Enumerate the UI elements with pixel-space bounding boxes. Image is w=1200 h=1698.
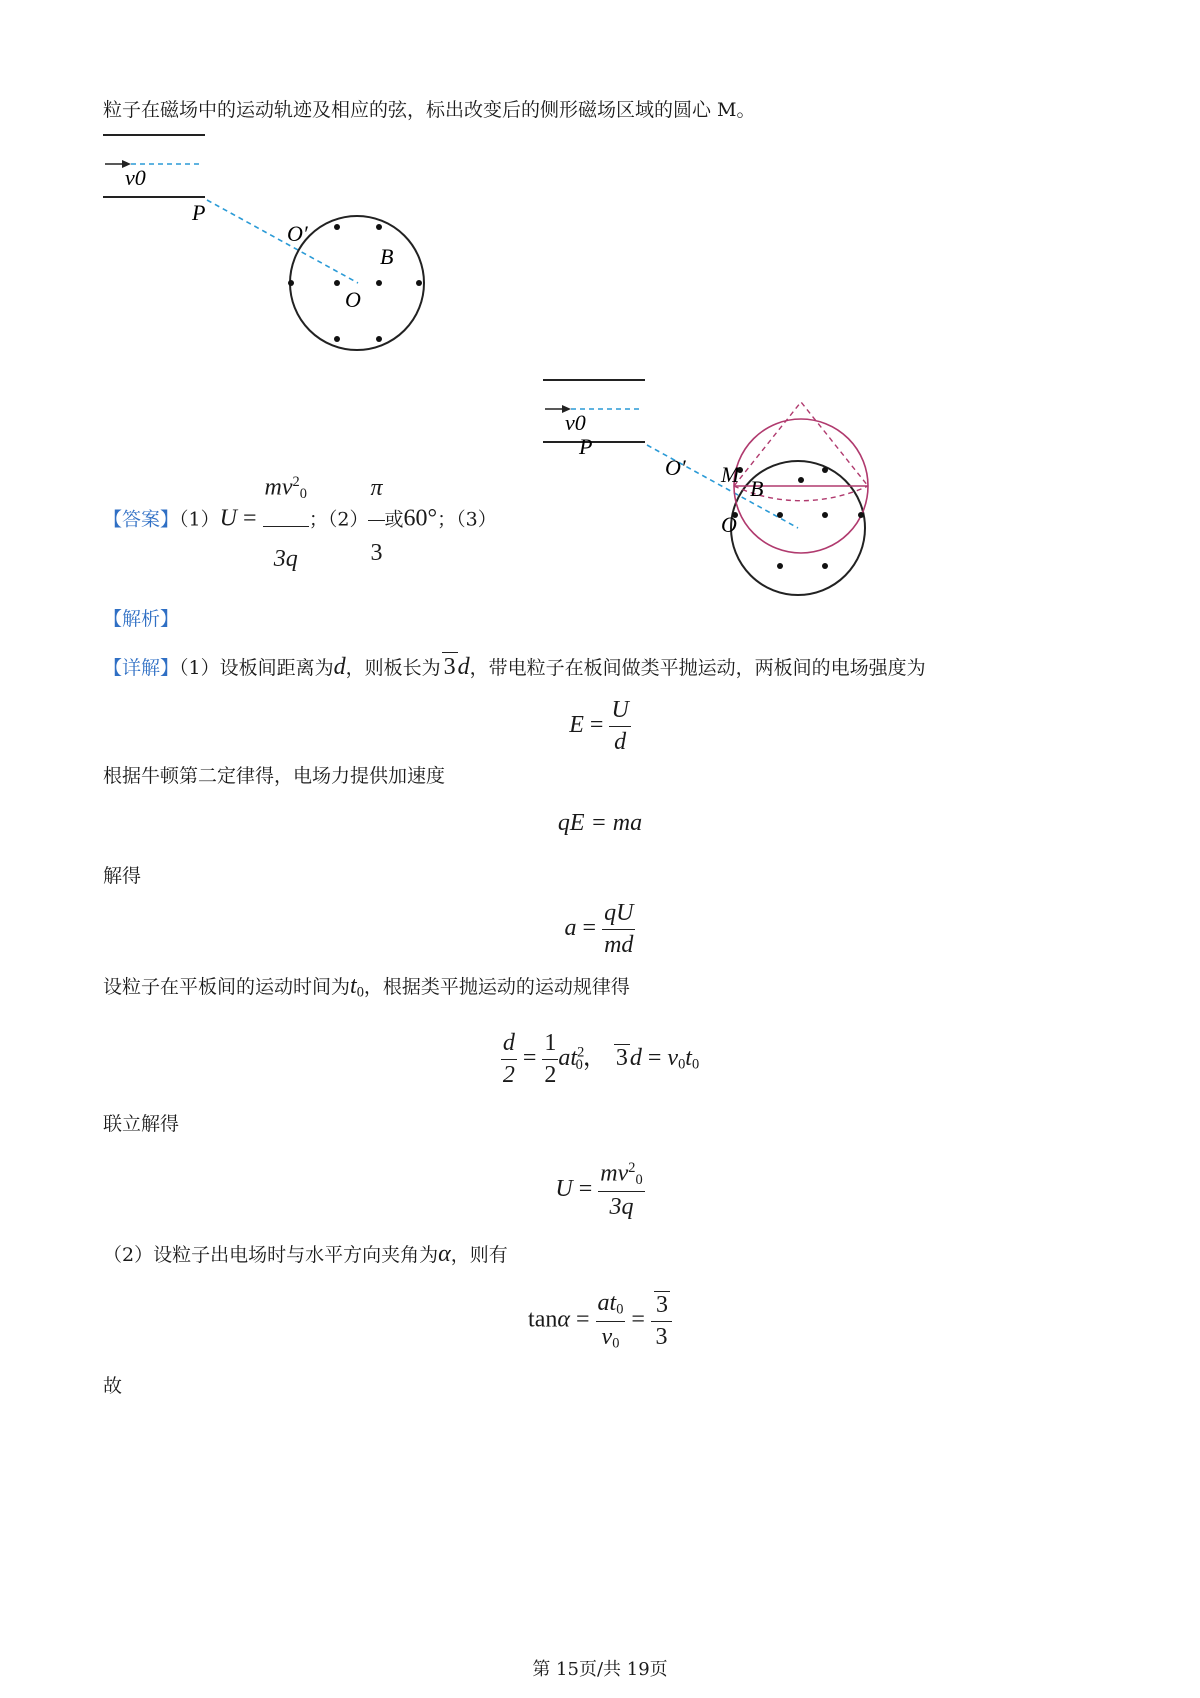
intro-text: 粒子在磁场中的运动轨迹及相应的弦，标出改变后的侧形磁场区域的圆心 M。 (103, 99, 756, 121)
figure-2-diagram (535, 370, 895, 640)
answer-angle-fraction: $\frac{\pi}{3}$ (368, 458, 384, 583)
detail-tag: 【详解】 (103, 657, 180, 679)
figure-1-diagram (95, 125, 455, 360)
text-time: 设粒子在平板间的运动时间为$t_0$，根据类平抛运动的运动规律得 (103, 973, 630, 1001)
text-combine: 联立解得 (103, 1113, 180, 1135)
text-part2: （2）设粒子出电场时与水平方向夹角为α，则有 (103, 1241, 508, 1267)
equation-qE: qE = ma (557, 810, 643, 836)
answer-U-fraction: $\frac{mv^2_0}{3q}$ (263, 452, 309, 589)
label-M: M (721, 462, 740, 487)
text-newton: 根据牛顿第二定律得，电场力提供加速度 (103, 765, 446, 787)
label-v0: v0 (565, 410, 586, 435)
page-footer: 第 15页/共 19页 (532, 1659, 668, 1680)
label-B: B (380, 244, 394, 269)
label-P: P (192, 200, 206, 225)
field-dots (288, 224, 422, 342)
answer-part1-prefix: （1） (179, 508, 220, 531)
text-solve: 解得 (103, 865, 142, 887)
text-gu: 故 (103, 1375, 123, 1397)
answer-degree: 60° (403, 505, 438, 532)
answer-sep2: ；（3） (437, 508, 497, 531)
equation-U: U = $\frac{mv^2_0}{3q}$ (555, 1160, 643, 1221)
label-v0: v0 (125, 165, 146, 190)
label-O: O (721, 512, 737, 537)
label-O-prime: O′ (665, 455, 686, 480)
answer-tag: 【答案】 (103, 508, 180, 531)
equation-tan: tanα = $\frac{at_0}{v_0}$ = $\frac{3}{3}$ (0, 1290, 1200, 1352)
radius-dashed-lines (734, 402, 868, 486)
label-O-prime: O′ (287, 221, 308, 246)
trajectory-dashed-line (207, 200, 358, 283)
answer-or: 或 (384, 508, 404, 531)
analysis-tag: 【解析】 (103, 608, 180, 630)
label-O: O (345, 287, 361, 312)
equation-a: a = $\frac{qU}{md}$ (564, 900, 634, 958)
answer-U: U (219, 505, 237, 532)
answer-line: 【答案】（1）U = $\frac{mv^2_0}{3q}$ ；（2） $\frac{\pi}{3}$ 或60°；（3） (103, 452, 497, 589)
answer-sep1: ；（2） (308, 508, 369, 531)
detail-line: 【详解】（1）设板间距离为d，则板长为 3d，带电粒子在板间做类平抛运动，两板间的电场强度为 (103, 654, 926, 680)
equation-E: E = $\frac{U}{d}$ (569, 697, 629, 755)
label-B: B (750, 476, 764, 501)
equation-kinematics: $\frac{d}{2}$ = $\frac{1}{2}$ $at^2_0$， $3d = v_0t_0$ (502, 1030, 700, 1088)
label-P: P (579, 434, 593, 459)
